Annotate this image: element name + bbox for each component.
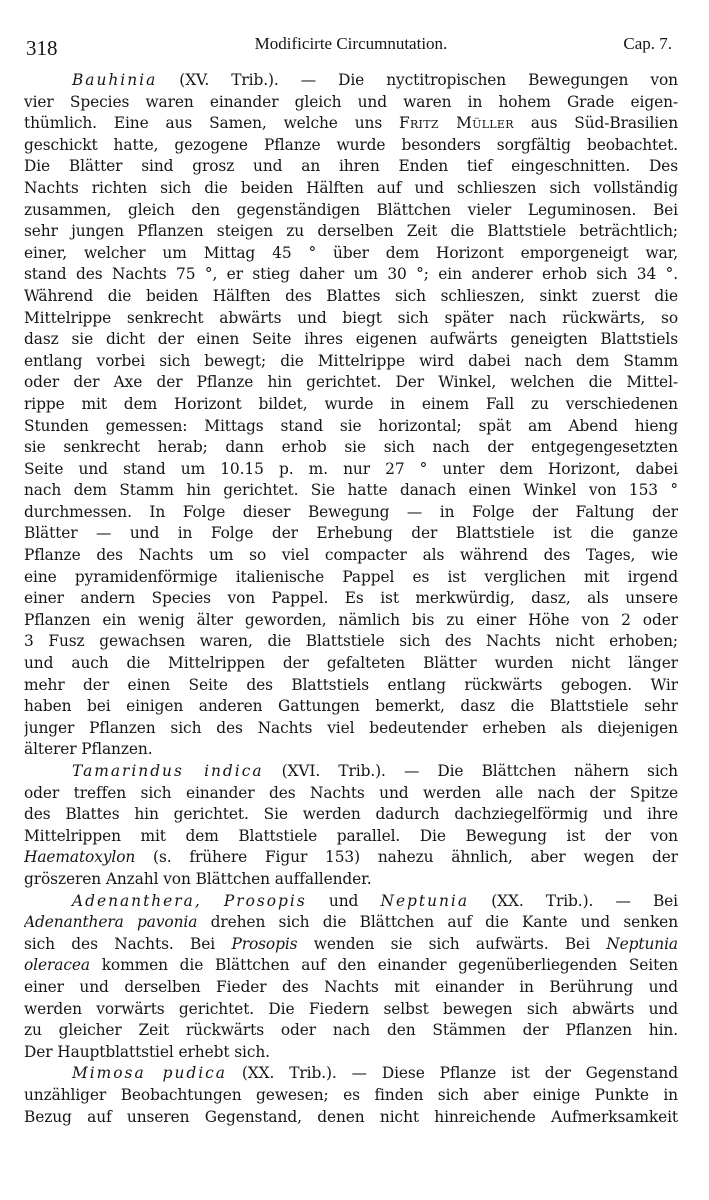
text-line: entlang vorbei sich bewegt; die Mittelrippe wird dabei nach dem Stamm <box>24 351 678 370</box>
text-line: eine pyramidenförmige italienische Pappel es ist verglichen mit irgend <box>24 567 678 586</box>
taxon-name: Haematoxylon <box>24 848 136 867</box>
text-line: dasz sie dicht der einen Seite ihres eigenen aufwärts geneigten Blattstiels <box>24 330 678 349</box>
chapter-label: Cap. 7. <box>623 34 672 53</box>
text-line: Pflanzen ein wenig älter geworden, nämlich bis zu einer Höhe von 2 oder <box>24 610 678 629</box>
text-line: oder der Axe der Pflanze hin gerichtet. Der Winkel, welchen die Mittel- <box>24 373 678 392</box>
text-line: zu gleicher Zeit rückwärts oder nach den Stämmen der Pflanzen hin. <box>24 1021 678 1040</box>
text-line: gröszeren Anzahl von Blättchen auffallender. <box>24 869 372 888</box>
text-line: stand des Nachts 75 °, er stieg daher um 30 °; ein anderer erhob sich 34 °. <box>24 265 678 284</box>
text-line: sie senkrecht herab; dann erhob sie sich nach der entgegengesetzten <box>24 438 678 457</box>
text-line: Mittelrippen mit dem Blattstiele parallel. Die Bewegung ist der von <box>24 826 678 845</box>
text-line: geschickt hatte, gezogene Pflanze wurde besonders sorgfältig beobachtet. <box>24 135 678 154</box>
text-line: älterer Pflanzen. <box>24 740 153 759</box>
text-line: einer und derselben Fieder des Nachts mit einander in Berührung und <box>24 977 678 996</box>
text-line: Adenanthera pavonia drehen sich die Blättchen auf die Kante und senken <box>24 913 678 932</box>
text-line: Seite und stand um 10.15 p. m. nur 27 ° unter dem Horizont, dabei <box>24 459 678 478</box>
text-line: sich des Nachts. Bei Prosopis wenden sie sich aufwärts. Bei Neptunia <box>24 934 678 953</box>
text-line: werden vorwärts gerichtet. Die Fiedern selbst bewegen sich abwärts und <box>24 999 678 1018</box>
text-line: unzähliger Beobachtungen gewesen; es finden sich aber einige Punkte in <box>24 1085 678 1104</box>
text-line: einer, welcher um Mittag 45 ° über dem Horizont emporgeneigt war, <box>24 243 678 262</box>
page-header <box>24 30 678 70</box>
page-number: 318 <box>26 36 58 60</box>
text-line: mehr der einen Seite des Blattstiels entlang rückwärts gebogen. Wir <box>24 675 678 694</box>
taxon-name: Prosopis <box>231 934 298 953</box>
text-line: Während die beiden Hälften des Blattes sich schlieszen, sinkt zuerst die <box>24 286 678 305</box>
taxon-name: Prosopis <box>223 891 307 910</box>
text-line: zusammen, gleich den gegenständigen Blättchen vieler Leguminosen. Bei <box>24 200 678 219</box>
text-line: vier Species waren einander gleich und waren in hohem Grade eigen- <box>24 92 678 111</box>
taxon-name: Bauhinia <box>72 71 158 89</box>
body-text <box>24 70 678 1128</box>
taxon-name: oleracea <box>24 956 90 975</box>
taxon-name: Neptunia <box>606 934 678 953</box>
text-line: rippe mit dem Horizont bildet, wurde in einem Fall zu verschiedenen <box>24 394 678 413</box>
text-line: durchmessen. In Folge dieser Bewegung — in Folge der Faltung der <box>24 502 678 521</box>
text-line: Adenanthera, Prosopis und Neptunia (XX. Trib.). — Bei <box>72 891 678 910</box>
text-line: des Blattes hin gerichtet. Sie werden dadurch dachziegelförmig und ihre <box>24 805 678 824</box>
text-line: junger Pflanzen sich des Nachts viel bedeutender erheben als diejenigen <box>24 718 678 737</box>
book-page <box>24 30 678 1128</box>
taxon-name: Tamarindus indica <box>72 762 264 780</box>
taxon-name: Neptunia <box>380 891 470 910</box>
text-line: Mittelrippe senkrecht abwärts und biegt sich später nach rückwärts, so <box>24 308 678 327</box>
text-line: Pflanze des Nachts um so viel compacter als während des Tages, wie <box>24 546 678 565</box>
text-line: Haematoxylon (s. frühere Figur 153) nahezu ähnlich, aber wegen der <box>24 848 678 867</box>
text-line: Mimosa pudica (XX. Trib.). — Diese Pflanze ist der Gegenstand <box>72 1064 678 1083</box>
text-line: haben bei einigen anderen Gattungen bemerkt, dasz die Blattstiele sehr <box>24 697 678 716</box>
text-line: Stunden gemessen: Mittags stand sie horizontal; spät am Abend hieng <box>24 416 678 435</box>
text-line: Nachts richten sich die beiden Hälften auf und schlieszen sich vollständig <box>24 178 678 197</box>
taxon-name: Mimosa pudica <box>72 1064 227 1083</box>
text-line: nach dem Stamm hin gerichtet. Sie hatte danach einen Winkel von 153 ° <box>24 481 678 500</box>
taxon-name: Adenanthera pavonia <box>24 913 198 932</box>
text-line: sehr jungen Pflanzen steigen zu derselben Zeit die Blattstiele beträchtlich; <box>24 222 678 241</box>
taxon-name: Adenanthera, <box>72 891 202 910</box>
author-name: Fritz Müller <box>399 114 514 133</box>
text-line: Die Blätter sind grosz und an ihren Enden tief eingeschnitten. Des <box>24 157 678 176</box>
text-line: Der Hauptblattstiel erhebt sich. <box>24 1042 270 1061</box>
text-line: Tamarindus indica (XVI. Trib.). — Die Blättchen nähern sich <box>72 762 678 780</box>
text-line: Bezug auf unseren Gegenstand, denen nicht hinreichende Aufmerksamkeit <box>24 1107 678 1126</box>
text-line: oder treffen sich einander des Nachts und werden alle nach der Spitze <box>24 783 678 802</box>
text-line: einer andern Species von Pappel. Es ist merkwürdig, dasz, als unsere <box>24 589 678 608</box>
text-line: thümlich. Eine aus Samen, welche uns Fritz Müller aus Süd-Brasilien <box>24 114 678 133</box>
running-title: Modificirte Circumnutation. <box>254 34 448 53</box>
text-line: oleracea kommen die Blättchen auf den einander gegenüberliegenden Seiten <box>24 956 678 975</box>
text-line: und auch die Mittelrippen der gefalteten Blätter wurden nicht länger <box>24 654 678 673</box>
text-line: Blätter — und in Folge der Erhebung der Blattstiele ist die ganze <box>24 524 678 543</box>
text-line: 3 Fusz gewachsen waren, die Blattstiele sich des Nachts nicht erhoben; <box>24 632 678 651</box>
text-line: Bauhinia (XV. Trib.). — Die nyctitropischen Bewegungen von <box>72 71 678 89</box>
